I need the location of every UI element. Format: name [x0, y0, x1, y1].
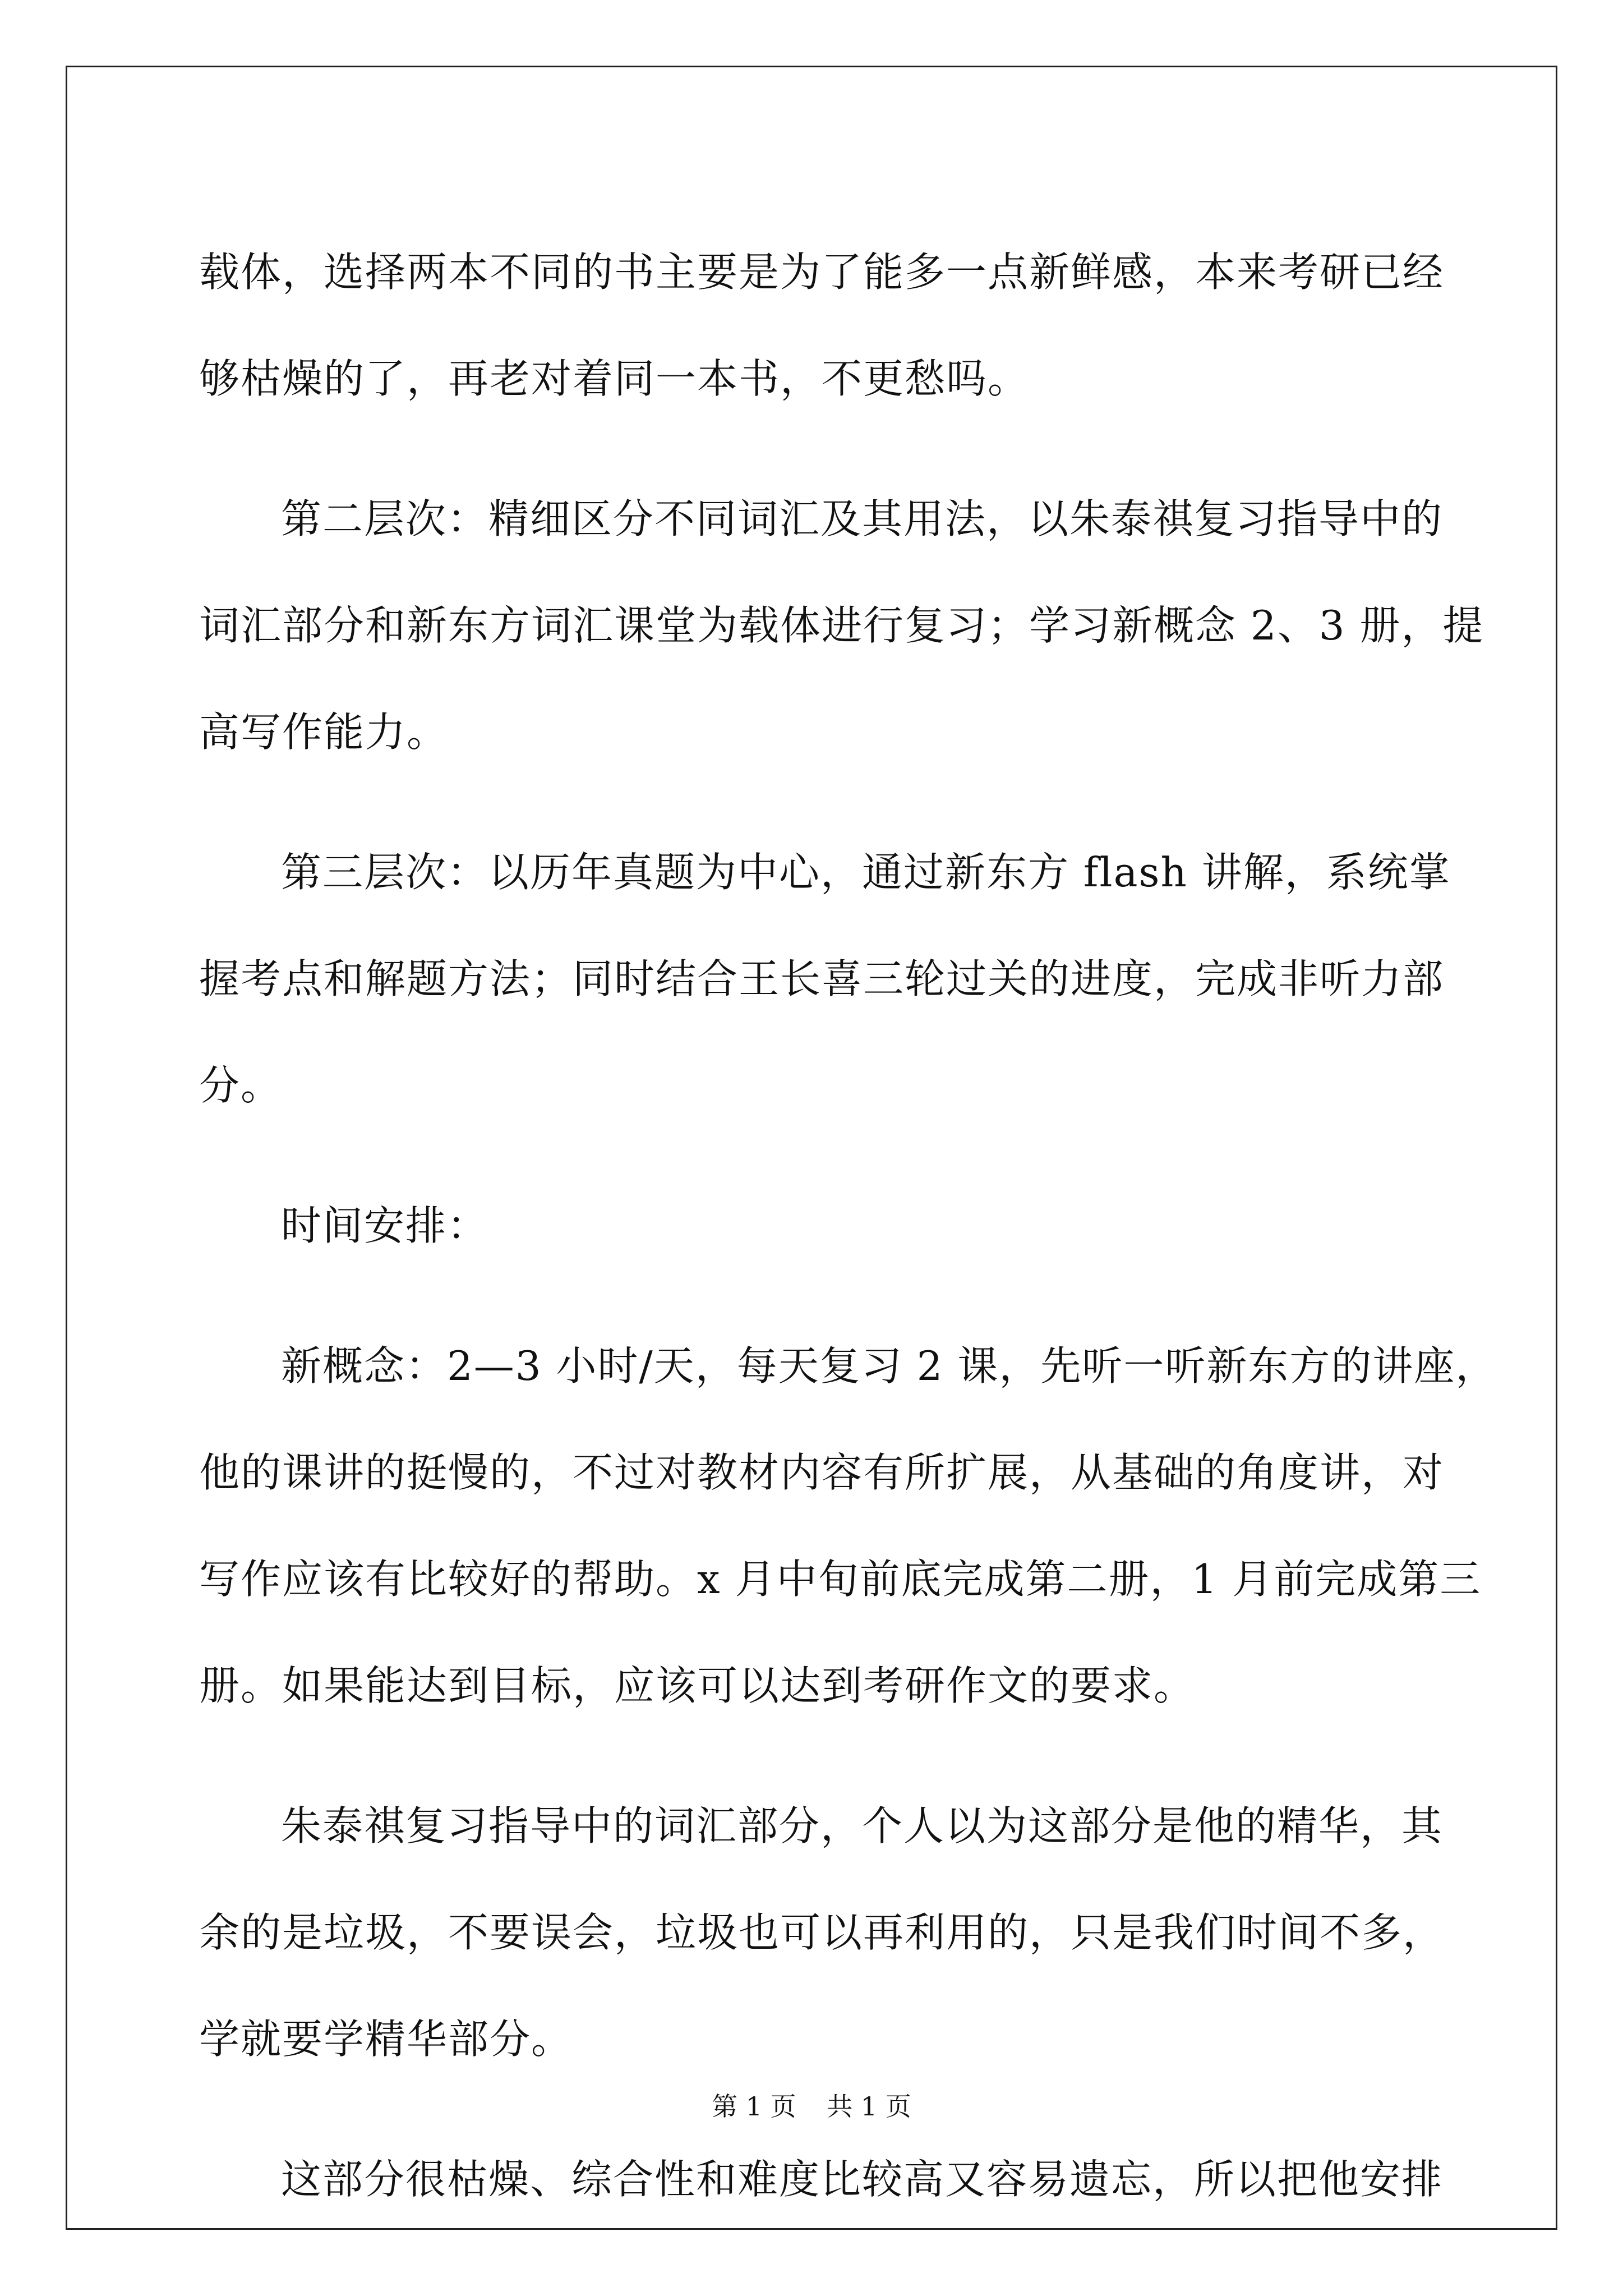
page-number-current: 第 1 页 [712, 2091, 796, 2122]
paragraph [199, 2126, 1444, 2233]
text-line: 载体，选择两本不同的书主要是为了能多一点新鲜感，本来考研已经 [199, 249, 1445, 296]
page-number-total: 共 1 页 [827, 2091, 911, 2122]
text-line: 写作应该有比较好的帮助。x 月中旬前底完成第二册，1 月前完成第三 [199, 1556, 1482, 1603]
text-line: 他的课讲的挺慢的，不过对教材内容有所扩展，从基础的角度讲，对 [199, 1449, 1445, 1496]
paragraph [199, 1313, 1497, 1739]
text-line: 时间安排： [281, 1202, 489, 1249]
paragraph [199, 1773, 1445, 2092]
text-line: 新概念：2—3 小时/天，每天复习 2 课，先听一听新东方的讲座， [281, 1342, 1497, 1389]
text-line: 高写作能力。 [199, 708, 449, 756]
text-line: 这部分很枯燥、综合性和难度比较高又容易遗忘，所以把他安排 [281, 2156, 1444, 2203]
paragraph [199, 466, 1484, 785]
document-body [199, 219, 1497, 2266]
paragraph [199, 219, 1445, 432]
text-line: 词汇部分和新东方词汇课堂为载体进行复习；学习新概念 2、3 册，提 [199, 602, 1484, 649]
text-line: 够枯燥的了，再老对着同一本书，不更愁吗。 [199, 355, 1030, 402]
paragraph [199, 819, 1451, 1139]
text-line: 第二层次：精细区分不同词汇及其用法，以朱泰祺复习指导中的 [281, 495, 1444, 542]
page-footer [0, 2090, 1623, 2123]
text-line: 第三层次：以历年真题为中心，通过新东方 flash 讲解，系统掌 [281, 849, 1451, 896]
text-line: 余的是垃圾，不要误会，垃圾也可以再利用的，只是我们时间不多， [199, 1909, 1445, 1956]
text-line: 朱泰祺复习指导中的词汇部分，个人以为这部分是他的精华，其 [281, 1802, 1444, 1849]
text-line: 册。如果能达到目标，应该可以达到考研作文的要求。 [199, 1662, 1196, 1709]
text-line: 分。 [199, 1062, 283, 1109]
paragraph [199, 1172, 1438, 1279]
text-line: 握考点和解题方法；同时结合王长喜三轮过关的进度，完成非听力部 [199, 955, 1445, 1002]
text-line: 学就要学精华部分。 [199, 2016, 573, 2063]
